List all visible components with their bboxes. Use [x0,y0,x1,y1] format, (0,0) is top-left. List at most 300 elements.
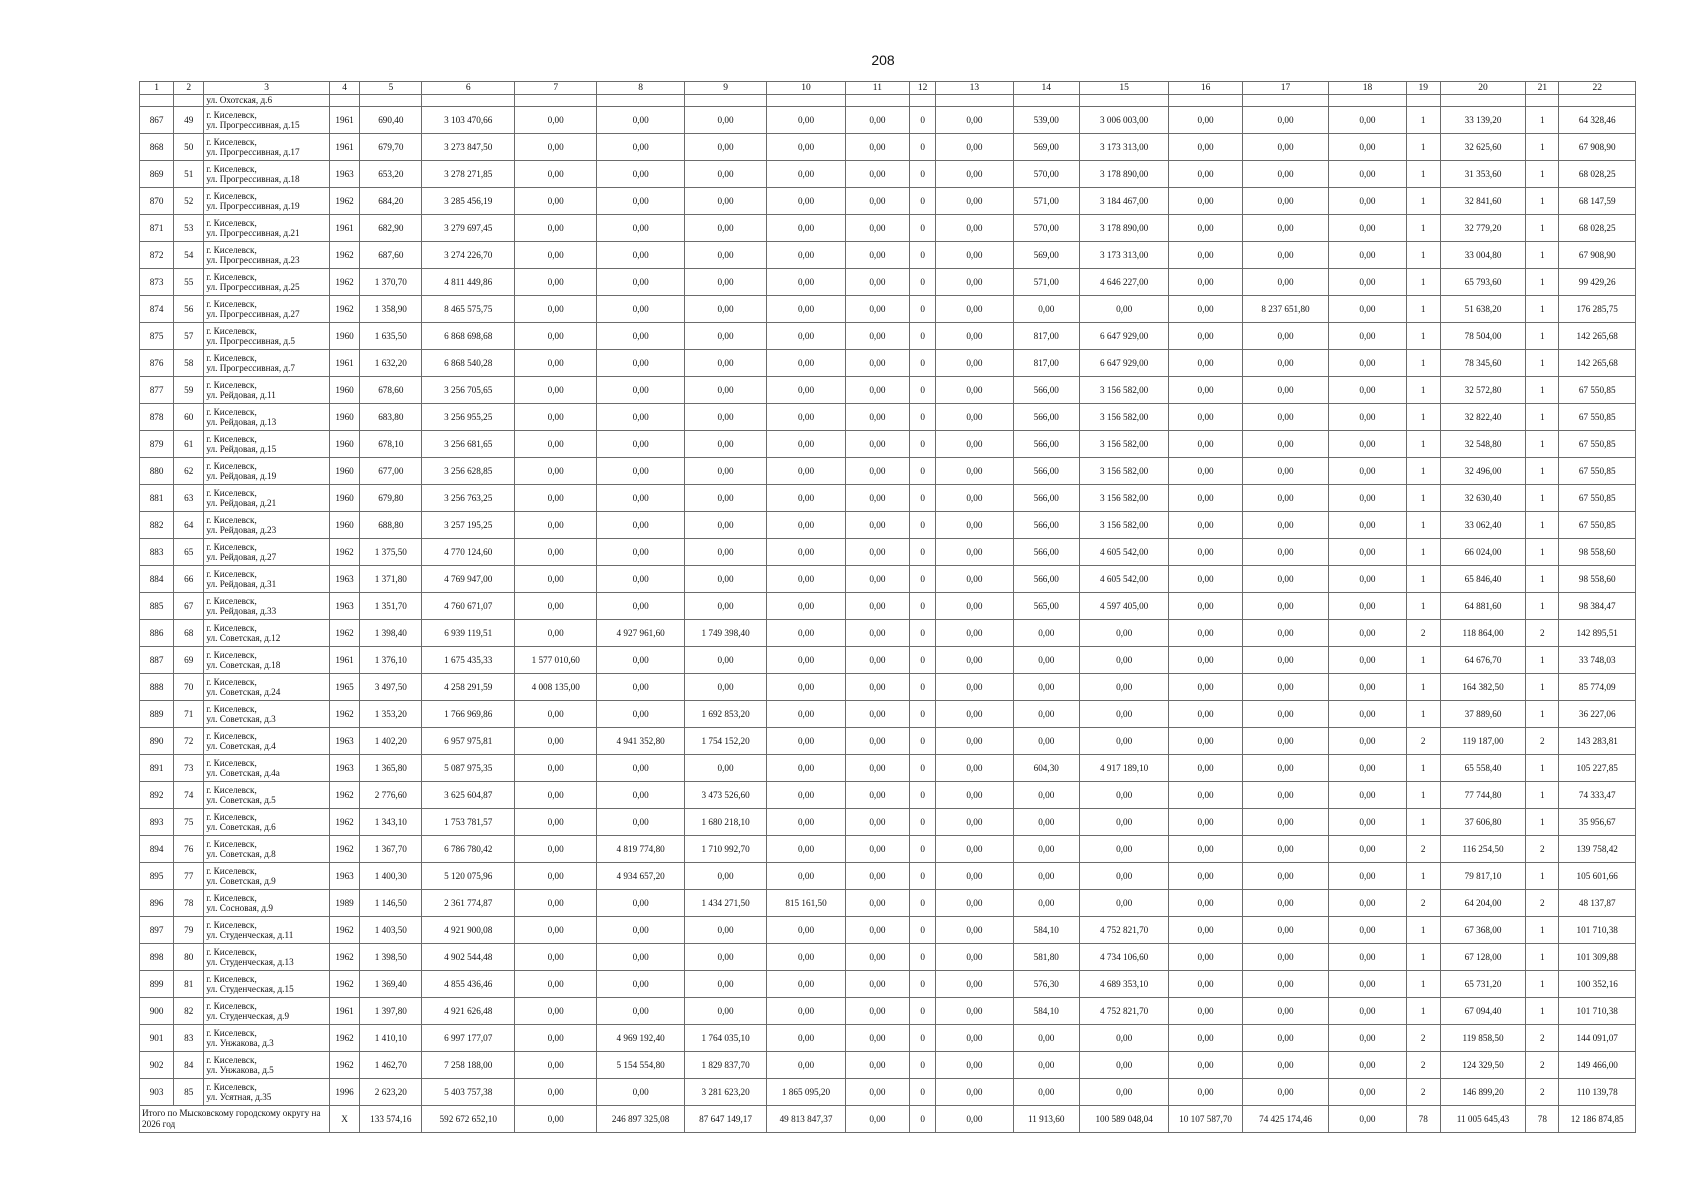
table-cell: 0,00 [767,755,845,782]
table-cell: 0,00 [514,458,596,485]
table-cell: 0,00 [845,296,909,323]
table-cell: 0,00 [1242,188,1328,215]
table-cell: 0,00 [1079,1052,1168,1079]
table-cell: 1 402,20 [360,728,422,755]
table-row [140,458,1636,485]
table-cell: 0,00 [767,701,845,728]
table-cell: 0,00 [767,728,845,755]
table-cell: 0,00 [936,377,1013,404]
table-cell: 4 689 353,10 [1079,971,1168,998]
table-cell: 33 062,40 [1440,512,1525,539]
table-cell: 0 [910,242,936,269]
column-number-1: 1 [140,82,174,95]
table-cell: 1 398,40 [360,620,422,647]
table-cell: 1 [1526,485,1559,512]
table-cell: 1 [1406,215,1440,242]
address-cell: г. Киселевск, ул. Рейдовая, д.23 [204,512,330,539]
continuation-row [140,95,1636,107]
table-cell: 0,00 [1169,107,1242,134]
table-cell: 0,00 [1329,485,1406,512]
table-cell: 0,00 [684,215,766,242]
table-cell: 0,00 [845,998,909,1025]
column-number-4: 4 [330,82,360,95]
table-cell: 684,20 [360,188,422,215]
table-cell: 0,00 [1079,890,1168,917]
table-cell: 2 [1526,1052,1559,1079]
table-cell: 2 [1406,1025,1440,1052]
table-cell: 0,00 [1329,1025,1406,1052]
table-cell: 0,00 [936,134,1013,161]
table-cell: 1 [1406,242,1440,269]
table-cell: 0,00 [1242,782,1328,809]
table-cell: 0,00 [767,971,845,998]
table-cell: 1 [1406,134,1440,161]
table-cell: 0,00 [514,944,596,971]
table-cell: 0,00 [1169,674,1242,701]
table-cell: 0,00 [684,269,766,296]
table-cell: 0,00 [936,809,1013,836]
table-cell: 3 256 681,65 [422,431,514,458]
table-cell: 0,00 [845,809,909,836]
table-cell: 0,00 [1013,647,1079,674]
table-cell: 0,00 [1169,188,1242,215]
table-cell: 3 156 582,00 [1079,512,1168,539]
table-cell: 67 550,85 [1559,485,1636,512]
table-cell: 64 676,70 [1440,647,1525,674]
table-cell: 1960 [330,458,360,485]
table-cell: 0 [910,728,936,755]
table-cell: 0,00 [767,350,845,377]
table-cell: 0,00 [1242,890,1328,917]
table-cell: 5 120 075,96 [422,863,514,890]
table-cell: 5 087 975,35 [422,755,514,782]
table-cell: 32 548,80 [1440,431,1525,458]
table-cell: 4 855 436,46 [422,971,514,998]
table-cell: 0 [910,296,936,323]
table-cell: 4 605 542,00 [1079,566,1168,593]
table-cell: 0,00 [1329,755,1406,782]
table-cell: 1961 [330,647,360,674]
table-cell: 0,00 [845,593,909,620]
table-cell: 1 [1406,917,1440,944]
table-cell: 2 [1526,836,1559,863]
table-cell: 0,00 [1329,377,1406,404]
table-cell: 0,00 [514,215,596,242]
table-cell: 0,00 [936,728,1013,755]
total-label: Итого по Мысковскому городскому округу на 2026 год [140,1106,330,1133]
table-cell: 0,00 [767,377,845,404]
table-cell: 0 [910,539,936,566]
table-cell: 0 [910,701,936,728]
address-cell: г. Киселевск, ул. Студенческая, д.13 [204,944,330,971]
table-cell: 35 956,67 [1559,809,1636,836]
table-cell: 0,00 [1329,971,1406,998]
address-cell: г. Киселевск, ул. Советская, д.4 [204,728,330,755]
table-cell: 895 [140,863,174,890]
table-cell: 1 [1526,674,1559,701]
table-cell: 1 680 218,10 [684,809,766,836]
table-row [140,350,1636,377]
table-row [140,566,1636,593]
table-cell: 67 908,90 [1559,134,1636,161]
table-cell: 901 [140,1025,174,1052]
table-cell: 0,00 [1242,1052,1328,1079]
table-cell: 1 [1526,269,1559,296]
table-cell: 0,00 [684,485,766,512]
table-cell: 83 [174,1025,204,1052]
table-cell: 0,00 [1329,215,1406,242]
table-cell: 4 770 124,60 [422,539,514,566]
table-cell: 4 969 192,40 [597,1025,684,1052]
column-number-14: 14 [1013,82,1079,95]
table-cell: 0,00 [936,701,1013,728]
table-cell: 0 [910,458,936,485]
table-cell: 5 154 554,80 [597,1052,684,1079]
table-row [140,755,1636,782]
table-cell: 898 [140,944,174,971]
table-cell: 66 [174,566,204,593]
table-cell: 0,00 [1329,512,1406,539]
table-cell: 68 147,59 [1559,188,1636,215]
table-cell: 884 [140,566,174,593]
table-cell: 146 899,20 [1440,1079,1525,1106]
table-cell: 0,00 [1242,269,1328,296]
table-cell: 1960 [330,512,360,539]
table-cell: 897 [140,917,174,944]
table-cell: 0,00 [1079,728,1168,755]
table-cell: 0 [910,809,936,836]
total-cell: 11 005 645,43 [1440,1106,1525,1133]
table-row [140,323,1636,350]
table-cell: 2 [1526,1025,1559,1052]
table-cell: 0,00 [767,242,845,269]
table-row [140,1025,1636,1052]
table-cell: 0,00 [597,134,684,161]
address-cell: г. Киселевск, ул. Рейдовая, д.13 [204,404,330,431]
table-cell: 1 375,50 [360,539,422,566]
table-cell: 0,00 [597,539,684,566]
table-cell: 79 817,10 [1440,863,1525,890]
table-cell: 0,00 [1242,215,1328,242]
table-cell: 1963 [330,593,360,620]
table-cell: 33 004,80 [1440,242,1525,269]
table-cell: 1 749 398,40 [684,620,766,647]
table-cell: 56 [174,296,204,323]
table-cell: 0,00 [1329,863,1406,890]
table-cell: 3 156 582,00 [1079,485,1168,512]
table-cell: 1 632,20 [360,350,422,377]
table-cell: 0,00 [1242,242,1328,269]
table-cell: 67 550,85 [1559,512,1636,539]
table-cell: 99 429,26 [1559,269,1636,296]
table-cell: 0,00 [936,755,1013,782]
table-cell: 0,00 [1169,1079,1242,1106]
table-cell: 0,00 [845,701,909,728]
table-cell: 0,00 [1242,161,1328,188]
table-cell: 872 [140,242,174,269]
table-cell: 0,00 [1013,1052,1079,1079]
column-number-header [140,82,1636,95]
table-cell: 1 [1406,701,1440,728]
total-cell: 74 425 174,46 [1242,1106,1328,1133]
table-cell: 887 [140,647,174,674]
table-cell: 142 265,68 [1559,323,1636,350]
table-cell: 0,00 [767,674,845,701]
table-cell: 0,00 [597,782,684,809]
table-cell: 4 917 189,10 [1079,755,1168,782]
table-cell: 0,00 [1079,863,1168,890]
table-cell: 176 285,75 [1559,296,1636,323]
table-row [140,971,1636,998]
table-cell: 119 187,00 [1440,728,1525,755]
table-cell: 0,00 [1329,728,1406,755]
data-table [139,81,1636,1133]
table-cell: 0,00 [684,539,766,566]
table-cell: 1 462,70 [360,1052,422,1079]
table-cell: 0,00 [1329,674,1406,701]
table-cell: 885 [140,593,174,620]
table-cell: 0,00 [1329,296,1406,323]
table-row [140,134,1636,161]
table-cell: 0,00 [514,539,596,566]
table-cell: 101 309,88 [1559,944,1636,971]
table-cell: 1 [1526,296,1559,323]
table-cell: 0 [910,1052,936,1079]
table-cell: 1 [1526,539,1559,566]
table-row [140,836,1636,863]
table-cell: 0,00 [845,1025,909,1052]
table-cell: 0 [910,782,936,809]
table-cell: 0,00 [767,863,845,890]
table-cell: 899 [140,971,174,998]
table-cell: 0,00 [767,134,845,161]
table-cell: 4 752 821,70 [1079,998,1168,1025]
table-cell: 80 [174,944,204,971]
table-cell: 0,00 [1242,323,1328,350]
table-cell: 0,00 [597,296,684,323]
table-cell: 0,00 [845,269,909,296]
column-number-11: 11 [845,82,909,95]
table-cell: 0,00 [1329,917,1406,944]
address-cell: г. Киселевск, ул. Прогрессивная, д.25 [204,269,330,296]
table-cell: 101 710,38 [1559,917,1636,944]
table-cell: 0,00 [1169,566,1242,593]
address-cell: г. Киселевск, ул. Рейдовая, д.19 [204,458,330,485]
table-cell: 0,00 [1329,188,1406,215]
table-cell: 82 [174,998,204,1025]
table-cell: 0,00 [597,593,684,620]
table-cell: 0,00 [845,539,909,566]
table-cell: 0,00 [1169,782,1242,809]
table-cell: 0,00 [1169,134,1242,161]
total-cell: 11 913,60 [1013,1106,1079,1133]
table-cell: 58 [174,350,204,377]
total-cell: 12 186 874,85 [1559,1106,1636,1133]
table-cell: 0,00 [514,755,596,782]
table-cell: 52 [174,188,204,215]
table-cell: 0,00 [597,215,684,242]
table-cell: 81 [174,971,204,998]
table-cell: 893 [140,809,174,836]
table-cell: 0,00 [684,674,766,701]
table-cell: 6 647 929,00 [1079,323,1168,350]
table-cell: 678,60 [360,377,422,404]
table-cell: 1962 [330,971,360,998]
table-row [140,1052,1636,1079]
table-cell: 0,00 [845,377,909,404]
table-cell: 1 [1526,782,1559,809]
column-number-13: 13 [936,82,1013,95]
table-row [140,539,1636,566]
table-cell: 1 577 010,60 [514,647,596,674]
table-cell: 0,00 [767,620,845,647]
table-cell: 683,80 [360,404,422,431]
table-cell: 1 [1526,809,1559,836]
table-cell: 0,00 [845,458,909,485]
table-cell: 0,00 [514,836,596,863]
column-number-3: 3 [204,82,330,95]
table-cell: 0,00 [1013,836,1079,863]
table-cell: 3 156 582,00 [1079,404,1168,431]
table-cell: 0,00 [1242,944,1328,971]
table-cell: 0,00 [1169,701,1242,728]
table-cell: 0 [910,161,936,188]
table-cell: 0,00 [767,458,845,485]
address-cell: г. Киселевск, ул. Усятная, д.35 [204,1079,330,1106]
table-cell: 0 [910,188,936,215]
table-cell: 0,00 [767,593,845,620]
table-cell: 1 [1526,188,1559,215]
cell [140,95,174,107]
total-cell: 0,00 [514,1106,596,1133]
table-cell: 66 024,00 [1440,539,1525,566]
table-cell: 0,00 [597,809,684,836]
table-cell: 4 941 352,80 [597,728,684,755]
table-cell: 0,00 [1242,701,1328,728]
table-cell: 1 [1406,512,1440,539]
table-row [140,377,1636,404]
table-cell: 0 [910,1079,936,1106]
table-cell: 1960 [330,377,360,404]
table-cell: 881 [140,485,174,512]
table-cell: 4 605 542,00 [1079,539,1168,566]
table-cell: 0 [910,836,936,863]
table-cell: 0 [910,944,936,971]
continuation-address: ул. Охотская, д.6 [204,95,330,107]
column-number-10: 10 [767,82,845,95]
table-cell: 1 [1406,107,1440,134]
table-cell: 0,00 [597,917,684,944]
table-cell: 0,00 [514,377,596,404]
table-cell: 65 731,20 [1440,971,1525,998]
table-cell: 1 343,10 [360,809,422,836]
table-cell: 0,00 [1013,701,1079,728]
table-cell: 0,00 [684,377,766,404]
table-cell: 565,00 [1013,593,1079,620]
address-cell: г. Киселевск, ул. Прогрессивная, д.7 [204,350,330,377]
table-cell: 0,00 [1079,809,1168,836]
address-cell: г. Киселевск, ул. Советская, д.24 [204,674,330,701]
table-cell: 8 465 575,75 [422,296,514,323]
table-cell: 3 281 623,20 [684,1079,766,1106]
table-cell: 3 156 582,00 [1079,377,1168,404]
table-cell: 8 237 651,80 [1242,296,1328,323]
table-cell: 1 [1406,269,1440,296]
table-cell: 566,00 [1013,377,1079,404]
column-number-12: 12 [910,82,936,95]
table-cell: 0,00 [767,647,845,674]
table-cell: 3 473 526,60 [684,782,766,809]
table-cell: 2 [1526,620,1559,647]
table-cell: 1962 [330,917,360,944]
table-cell: 0,00 [767,323,845,350]
table-cell: 4 927 961,60 [597,620,684,647]
table-cell: 1 [1406,350,1440,377]
table-cell: 0,00 [1242,917,1328,944]
address-cell: г. Киселевск, ул. Советская, д.6 [204,809,330,836]
table-cell: 1 [1406,863,1440,890]
table-cell: 0,00 [514,269,596,296]
table-cell: 0 [910,134,936,161]
table-row [140,998,1636,1025]
total-cell: 0,00 [845,1106,909,1133]
table-cell: 124 329,50 [1440,1052,1525,1079]
table-cell: 1 [1526,242,1559,269]
table-cell: 1 [1526,701,1559,728]
address-cell: г. Киселевск, ул. Рейдовая, д.15 [204,431,330,458]
table-cell: 37 606,80 [1440,809,1525,836]
table-cell: 0,00 [1242,566,1328,593]
address-cell: г. Киселевск, ул. Прогрессивная, д.27 [204,296,330,323]
table-cell: 0,00 [1242,674,1328,701]
table-cell: 0 [910,647,936,674]
table-cell: 867 [140,107,174,134]
table-cell: 1962 [330,188,360,215]
table-cell: 0,00 [936,782,1013,809]
table-cell: 688,80 [360,512,422,539]
table-cell: 0,00 [684,512,766,539]
column-number-21: 21 [1526,82,1559,95]
table-cell: 0,00 [936,485,1013,512]
table-cell: 0,00 [514,404,596,431]
address-cell: г. Киселевск, ул. Прогрессивная, д.17 [204,134,330,161]
total-cell: 592 672 652,10 [422,1106,514,1133]
table-cell: 1962 [330,809,360,836]
table-cell: 0,00 [684,944,766,971]
table-cell: 3 256 628,85 [422,458,514,485]
column-number-8: 8 [597,82,684,95]
table-cell: 1 [1526,404,1559,431]
table-cell: 0,00 [1242,836,1328,863]
table-cell: 6 997 177,07 [422,1025,514,1052]
table-cell: 1 766 969,86 [422,701,514,728]
table-cell: 67 550,85 [1559,458,1636,485]
table-cell: 0,00 [1169,728,1242,755]
table-cell: 0,00 [1169,485,1242,512]
table-cell: 566,00 [1013,404,1079,431]
table-cell: 0,00 [1079,674,1168,701]
table-cell: 1963 [330,566,360,593]
table-cell: 0,00 [1013,782,1079,809]
table-cell: 32 630,40 [1440,485,1525,512]
address-cell: г. Киселевск, ул. Советская, д.12 [204,620,330,647]
address-cell: г. Киселевск, ул. Советская, д.4а [204,755,330,782]
table-cell: 873 [140,269,174,296]
table-cell: 0,00 [514,1079,596,1106]
table-cell: 1 [1526,755,1559,782]
table-cell: 0,00 [514,1052,596,1079]
table-cell: 1 [1526,431,1559,458]
